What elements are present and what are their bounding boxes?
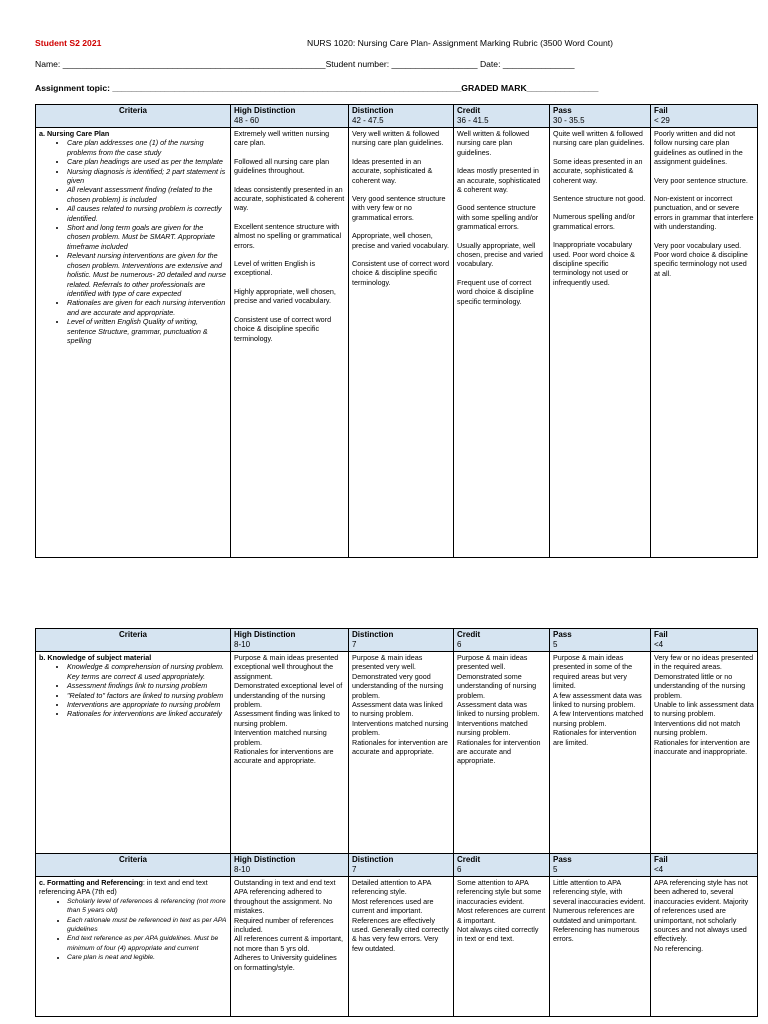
descriptor-text: Sentence structure not good. <box>553 194 646 204</box>
descriptor-text: Excellent sentence structure with almost no spelling or grammatical errors. <box>234 221 342 250</box>
topic-row <box>35 83 598 93</box>
descriptor-text: A few Interventions matched nursing problem. <box>553 709 644 728</box>
topic-field[interactable]: _________________________________________________________________________ <box>112 83 462 93</box>
header-row <box>36 854 758 877</box>
descriptor-text: Unable to link assessment data to nursing problem. <box>654 700 754 719</box>
grade-label: Pass <box>553 106 572 115</box>
descriptor-text: Interventions matched nursing problem. <box>457 718 528 738</box>
pass-label: Pass <box>553 630 572 639</box>
criterion-row <box>36 877 758 1017</box>
grade-label: High Distinction <box>234 106 296 115</box>
descriptor-text: Rationales for intervention are accurate and appropriate. <box>457 737 541 766</box>
criterion-bullet: • Assessment findings link to nursing problem <box>67 681 227 690</box>
descriptor-text: Very few or no ideas presented in the required areas. <box>654 653 754 672</box>
high-distinction-label: High Distinction <box>234 630 296 639</box>
criterion-bullet: • Each rationale must be referenced in text as per APA guidelines <box>67 916 227 935</box>
descriptor-text: Demonstrated little or no understanding of the nursing problem. <box>654 671 746 700</box>
descriptor-text: Non-existent or incorrect punctuation, and or severe errors in grammar that interfere with understanding. <box>654 194 754 232</box>
descriptor-text: Demonstrated very good understanding of the nursing problem. <box>352 671 444 700</box>
descriptor-text: Rationales for intervention are limited. <box>553 728 637 747</box>
criteria-header: Criteria <box>36 105 231 128</box>
descriptor-text: Highly appropriate, well chosen, precise and varied vocabulary. <box>234 286 336 306</box>
descriptor-text: All references current & important, not more than 5 yrs old. <box>234 934 344 953</box>
name-row <box>35 59 575 69</box>
criterion-bullet: • Knowledge & comprehension of nursing problem. Key terms are correct & used appropriately. <box>67 662 227 681</box>
student-label: Student S2 2021 <box>35 38 102 48</box>
descriptor-text: Detailed attention to APA referencing style. <box>352 878 431 897</box>
pass-header <box>550 854 651 877</box>
grade-range: 48 - 60 <box>234 116 259 125</box>
descriptor-text: Good sentence structure with some spelling and/or grammatical errors. <box>457 203 539 232</box>
descriptor-text: A few assessment data was linked to nursing problem. <box>553 690 642 710</box>
credit-range: 6 <box>457 640 462 649</box>
fail-cell <box>651 128 758 558</box>
descriptor-text: Rationales for intervention are accurate and appropriate. <box>352 737 448 757</box>
document-title: NURS 1020: Nursing Care Plan- Assignment Marking Rubric (3500 Word Count) <box>307 38 614 48</box>
criterion-cell <box>36 652 231 854</box>
credit-cell <box>454 128 550 558</box>
criterion-bullet: • Rationales are given for each nursing intervention and are accurate and appropriate. <box>67 298 227 317</box>
credit-label: Credit <box>457 855 481 864</box>
descriptor-text: Very good sentence structure with very few or no grammatical errors. <box>352 194 446 222</box>
high-distinction-cell <box>231 128 349 558</box>
descriptor-text: Extremely well written nursing care plan. <box>234 129 330 148</box>
descriptor-text: Most references are current & important. <box>457 906 546 925</box>
criterion-cell <box>36 877 231 1017</box>
credit-header <box>454 629 550 652</box>
fail-header <box>651 629 758 652</box>
criterion-bullet: • All relevant assessment finding (related to the chosen problem) is included <box>67 185 227 204</box>
grade-label: Distinction <box>352 106 394 115</box>
criterion-heading <box>39 878 227 897</box>
descriptor-text: APA referencing style has not been adhered to, several inaccuracies evident. Majority of references used are unimportant, not scholarly sources and not always used effectively. <box>654 878 749 944</box>
grade-range: 30 - 35.5 <box>553 116 585 125</box>
rubric-table-a <box>35 104 758 558</box>
descriptor-text: Assessment data was linked to nursing problem. <box>457 700 540 719</box>
grade-range: 36 - 41.5 <box>457 116 489 125</box>
graded-mark-label: GRADED MARK <box>461 83 527 93</box>
descriptor-text: Quite well written & followed nursing care plan guidelines. <box>553 129 645 148</box>
criterion-bullet: • Level of written English Quality of writing, sentence Structure, grammar, punctuation & spelling <box>67 317 227 345</box>
rubric-table-b <box>35 628 758 1017</box>
header-row <box>36 629 758 652</box>
grade-range: 42 - 47.5 <box>352 116 384 125</box>
criteria-header: Criteria <box>36 629 231 652</box>
descriptor-text: Poorly written and did not follow nursing care plan guidelines as outlined in the assignment guidelines. <box>654 129 743 167</box>
credit-header <box>454 854 550 877</box>
descriptor-text: Purpose & main ideas presented exceptional well throughout the assignment. <box>234 653 339 681</box>
descriptor-text: Very well written & followed nursing care plan guidelines. <box>352 129 444 148</box>
credit-range: 6 <box>457 865 462 874</box>
criterion-row <box>36 652 758 854</box>
descriptor-text: Frequent use of correct word choice & discipline specific terminology. <box>457 277 534 306</box>
student-number-label: Student number: <box>325 59 390 69</box>
criterion-bullet: • All causes related to nursing problem is correctly identified. <box>67 204 227 223</box>
descriptor-text: Assessment finding was linked to nursing problem. <box>234 709 340 728</box>
fail-range: <4 <box>654 865 664 874</box>
topic-label: Assignment topic: <box>35 83 110 93</box>
high-distinction-cell <box>231 652 349 854</box>
fail-cell <box>651 652 758 854</box>
credit-cell <box>454 652 550 854</box>
descriptor-text: Well written & followed nursing care plan guidelines. <box>457 129 530 157</box>
high-distinction-header <box>231 854 349 877</box>
distinction-cell <box>349 877 454 1017</box>
criterion-bullet: • "Related to" factors are linked to nursing problem <box>67 691 227 700</box>
pass-cell <box>550 652 651 854</box>
name-field[interactable]: _______________________________________________________ <box>62 59 326 69</box>
pass-range: 5 <box>553 865 558 874</box>
criterion-bullet: • Scholarly level of references & referencing (not more than 5 years old) <box>67 897 227 916</box>
fail-cell <box>651 877 758 1017</box>
descriptor-text: Ideas presented in an accurate, sophisticated & coherent way. <box>352 156 433 185</box>
descriptor-text: Inappropriate vocabulary used. Poor word choice & discipline specific terminology not used or infrequently used. <box>553 240 635 287</box>
pass-header <box>550 105 651 128</box>
distinction-range: 7 <box>352 640 357 649</box>
distinction-label: Distinction <box>352 630 394 639</box>
criterion-bullet: • Care plan headings are used as per the template <box>67 157 227 166</box>
pass-label: Pass <box>553 855 572 864</box>
credit-header <box>454 105 550 128</box>
descriptor-text: Not always cited correctly in text or end text. <box>457 925 539 944</box>
descriptor-text: Appropriate, well chosen, precise and varied vocabulary. <box>352 231 449 250</box>
criterion-bullet: • End text reference as per APA guidelines. Must be minimum of four (4) appropriate and current <box>67 934 227 953</box>
fail-header <box>651 105 758 128</box>
header-row <box>36 105 758 128</box>
descriptor-text: Level of written English is exceptional. <box>234 259 316 278</box>
high-distinction-header <box>231 629 349 652</box>
student-number-field[interactable]: __________________ <box>391 59 478 69</box>
descriptor-text: Outstanding in text and end text APA referencing adhered to throughout the assignment. No mistakes. <box>234 878 336 916</box>
criterion-bullet: • Rationales for interventions are linked accurately <box>67 709 227 718</box>
name-label: Name: <box>35 59 61 69</box>
fail-header <box>651 854 758 877</box>
descriptor-text: Rationales for intervention are inaccurate and inappropriate. <box>654 737 750 757</box>
descriptor-text: Demonstrated exceptional level of understanding of the nursing problem. <box>234 681 343 710</box>
descriptor-text: Adheres to University guidelines on formatting/style. <box>234 953 337 972</box>
criterion-bullet: • Short and long term goals are given for the chosen problem. Must be SMART. Appropriate timeframe included <box>67 223 227 251</box>
criterion-row <box>36 128 758 558</box>
fail-label: Fail <box>654 855 668 864</box>
descriptor-text: Very poor sentence structure. <box>654 175 748 185</box>
criterion-bullet: • Care plan is neat and legible. <box>67 953 227 962</box>
descriptor-text: Most references used are current and important. References are effectively used. Generally cited correctly & has very few errors. Very few outdated. <box>352 896 449 953</box>
criterion-bullet: • Nursing diagnosis is identified; 2 part statement is given <box>67 167 227 186</box>
descriptor-text: Demonstrated some understanding of nursing problem. <box>457 671 537 700</box>
pass-header <box>550 629 651 652</box>
descriptor-text: Usually appropriate, well chosen, precise and varied vocabulary. <box>457 240 543 269</box>
high-distinction-header <box>231 105 349 128</box>
grade-label: Fail <box>654 106 668 115</box>
credit-label: Credit <box>457 630 481 639</box>
descriptor-text: Assessment data was linked to nursing problem. <box>352 700 443 719</box>
credit-cell <box>454 877 550 1017</box>
descriptor-text: Ideas mostly presented in an accurate, sophisticated & coherent way. <box>457 166 541 195</box>
high-distinction-range: 8-10 <box>234 865 251 874</box>
fail-range: <4 <box>654 640 664 649</box>
descriptor-text: Interventions did not match nursing problem. <box>654 718 741 738</box>
distinction-range: 7 <box>352 865 357 874</box>
descriptor-text: Some ideas presented in an accurate, sophisticated & coherent way. <box>553 156 643 185</box>
criterion-bullet: • Care plan addresses one (1) of the nursing problems from the case study <box>67 138 227 157</box>
criterion-title: a. Nursing Care Plan <box>39 129 110 138</box>
high-distinction-range: 8-10 <box>234 640 251 649</box>
distinction-cell <box>349 128 454 558</box>
grade-range: < 29 <box>654 116 670 125</box>
high-distinction-label: High Distinction <box>234 855 296 864</box>
graded-mark-field[interactable]: _______________ <box>526 83 599 93</box>
descriptor-text: Very poor vocabulary used. Poor word choice & discipline specific terminology not used at all. <box>654 240 748 278</box>
criterion-title: b. Knowledge of subject material <box>39 653 152 662</box>
distinction-header <box>349 105 454 128</box>
descriptor-text: Little attention to APA referencing style, with several inaccuracies evident. Numerous references are outdated and unimportant. <box>553 878 646 925</box>
descriptor-text: Referencing has numerous errors. <box>553 925 640 944</box>
criterion-title: c. Formatting and Referencing <box>39 878 143 887</box>
descriptor-text: Required number of references included. <box>234 915 334 935</box>
descriptor-text: Numerous spelling and/or grammatical errors. <box>553 212 635 231</box>
distinction-cell <box>349 652 454 854</box>
descriptor-text: Ideas consistently presented in an accurate, sophisticated & coherent way. <box>234 184 345 213</box>
descriptor-text: Followed all nursing care plan guidelines throughout. <box>234 156 330 176</box>
date-label: Date: <box>479 59 501 69</box>
descriptor-text: Intervention matched nursing problem. <box>234 728 327 747</box>
descriptor-text: Purpose & main ideas presented well. <box>457 653 528 672</box>
pass-cell <box>550 128 651 558</box>
grade-label: Credit <box>457 106 481 115</box>
descriptor-text: Interventions matched nursing problem. <box>352 718 449 738</box>
criteria-header: Criteria <box>36 854 231 877</box>
descriptor-text: No referencing. <box>654 943 704 953</box>
pass-cell <box>550 877 651 1017</box>
descriptor-text: Some attention to APA referencing style but some inaccuracies evident. <box>457 878 542 906</box>
descriptor-text: Purpose & main ideas presented very well. <box>352 653 423 672</box>
criterion-bullet: • Interventions are appropriate to nursing problem <box>67 700 227 709</box>
date-field[interactable]: _______________ <box>502 59 575 69</box>
high-distinction-cell <box>231 877 349 1017</box>
pass-range: 5 <box>553 640 558 649</box>
distinction-header <box>349 629 454 652</box>
criterion-cell <box>36 128 231 558</box>
distinction-header <box>349 854 454 877</box>
descriptor-text: Consistent use of correct word choice & discipline specific terminology. <box>234 314 332 343</box>
descriptor-text: Rationales for interventions are accurate and appropriate. <box>234 747 334 766</box>
descriptor-text: Purpose & main ideas presented in some of the required areas but very limited. <box>553 653 633 691</box>
descriptor-text: Consistent use of correct word choice & discipline specific terminology. <box>352 259 450 287</box>
criterion-bullet: • Relevant nursing interventions are given for the chosen problem. Interventions are extensive and holistic. Must be numerous- 20 detailed and nurse related. Referrals to other professionals are identified with type of care expected <box>67 251 227 298</box>
criterion-title-rest: : in text and end text referencing APA (7th ed) <box>39 878 208 897</box>
distinction-label: Distinction <box>352 855 394 864</box>
fail-label: Fail <box>654 630 668 639</box>
